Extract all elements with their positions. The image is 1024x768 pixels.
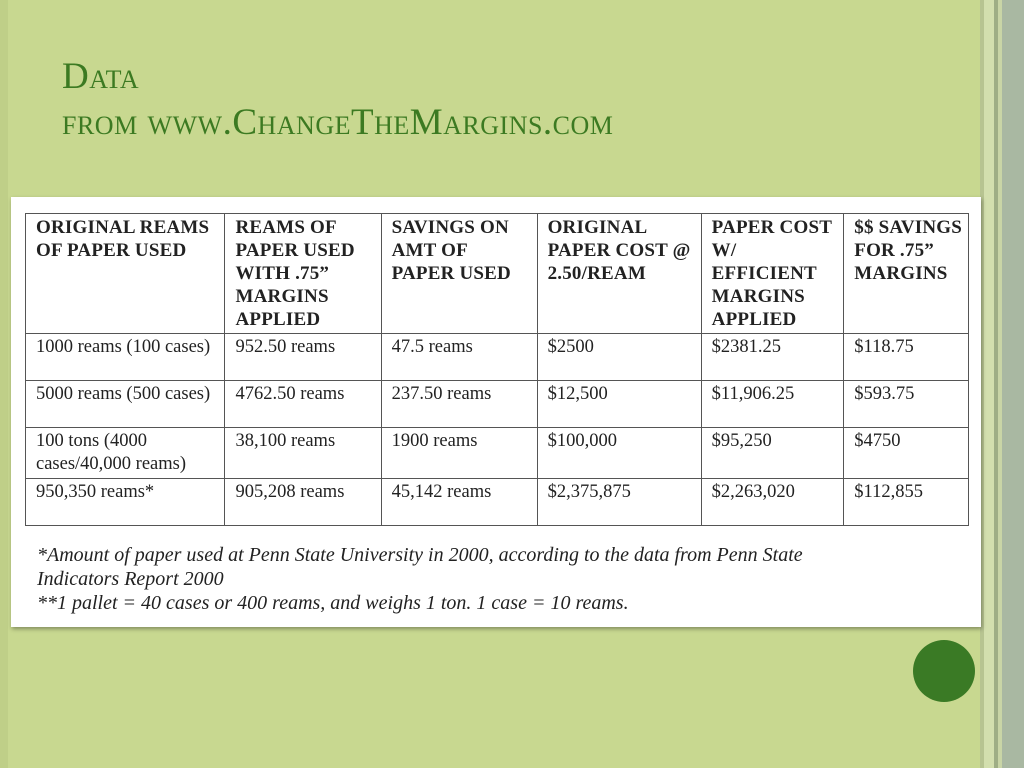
table-footnotes xyxy=(37,543,967,615)
table-cell: 905,208 reams xyxy=(225,479,381,526)
header-original-cost: ORIGINAL PAPER COST @ 2.50/REAM xyxy=(537,214,701,334)
table-cell: 237.50 reams xyxy=(381,381,537,428)
table-row xyxy=(26,334,969,381)
table-cell: 950,350 reams* xyxy=(26,479,225,526)
right-stripe-5 xyxy=(1002,0,1024,768)
decorative-circle xyxy=(913,640,975,702)
table-row xyxy=(26,428,969,479)
table-cell: $2381.25 xyxy=(701,334,844,381)
left-edge-stripe xyxy=(0,0,8,768)
data-table xyxy=(25,213,969,526)
right-stripe-2 xyxy=(984,0,994,768)
table-header-row xyxy=(26,214,969,334)
table-cell: 4762.50 reams xyxy=(225,381,381,428)
title-line-2: from www.ChangeTheMargins.com xyxy=(62,102,614,143)
footnote-line-2: Indicators Report 2000 xyxy=(37,568,224,590)
table-cell: $12,500 xyxy=(537,381,701,428)
header-reams-with-margins: REAMS OF PAPER USED WITH .75” MARGINS APPLIED xyxy=(225,214,381,334)
slide-title xyxy=(62,54,613,146)
table-cell: 1000 reams (100 cases) xyxy=(26,334,225,381)
footnote-line-3: **1 pallet = 40 cases or 400 reams, and weighs 1 ton. 1 case = 10 reams. xyxy=(37,592,629,614)
table-row xyxy=(26,381,969,428)
header-dollar-savings: $$ SAVINGS FOR .75” MARGINS xyxy=(844,214,969,334)
table-cell: $593.75 xyxy=(844,381,969,428)
table-cell: $2,375,875 xyxy=(537,479,701,526)
table-cell: $118.75 xyxy=(844,334,969,381)
title-line-1: Data xyxy=(62,56,140,97)
table-cell: 1900 reams xyxy=(381,428,537,479)
table-cell: $2,263,020 xyxy=(701,479,844,526)
footnote-line-1: *Amount of paper used at Penn State University in 2000, according to the data from Penn State xyxy=(37,544,803,566)
table-cell: $2500 xyxy=(537,334,701,381)
header-efficient-cost: PAPER COST W/ EFFICIENT MARGINS APPLIED xyxy=(701,214,844,334)
header-original-reams: ORIGINAL REAMS OF PAPER USED xyxy=(26,214,225,334)
table-cell: $112,855 xyxy=(844,479,969,526)
table-row xyxy=(26,479,969,526)
table-cell: 45,142 reams xyxy=(381,479,537,526)
table-cell: 5000 reams (500 cases) xyxy=(26,381,225,428)
table-image-card xyxy=(11,197,981,627)
table-cell: $95,250 xyxy=(701,428,844,479)
table-cell: $100,000 xyxy=(537,428,701,479)
header-savings-amount: SAVINGS ON AMT OF PAPER USED xyxy=(381,214,537,334)
table-cell: 100 tons (4000 cases/40,000 reams) xyxy=(26,428,225,479)
table-cell: 47.5 reams xyxy=(381,334,537,381)
table-cell: 38,100 reams xyxy=(225,428,381,479)
table-cell: $11,906.25 xyxy=(701,381,844,428)
table-cell: 952.50 reams xyxy=(225,334,381,381)
table-cell: $4750 xyxy=(844,428,969,479)
